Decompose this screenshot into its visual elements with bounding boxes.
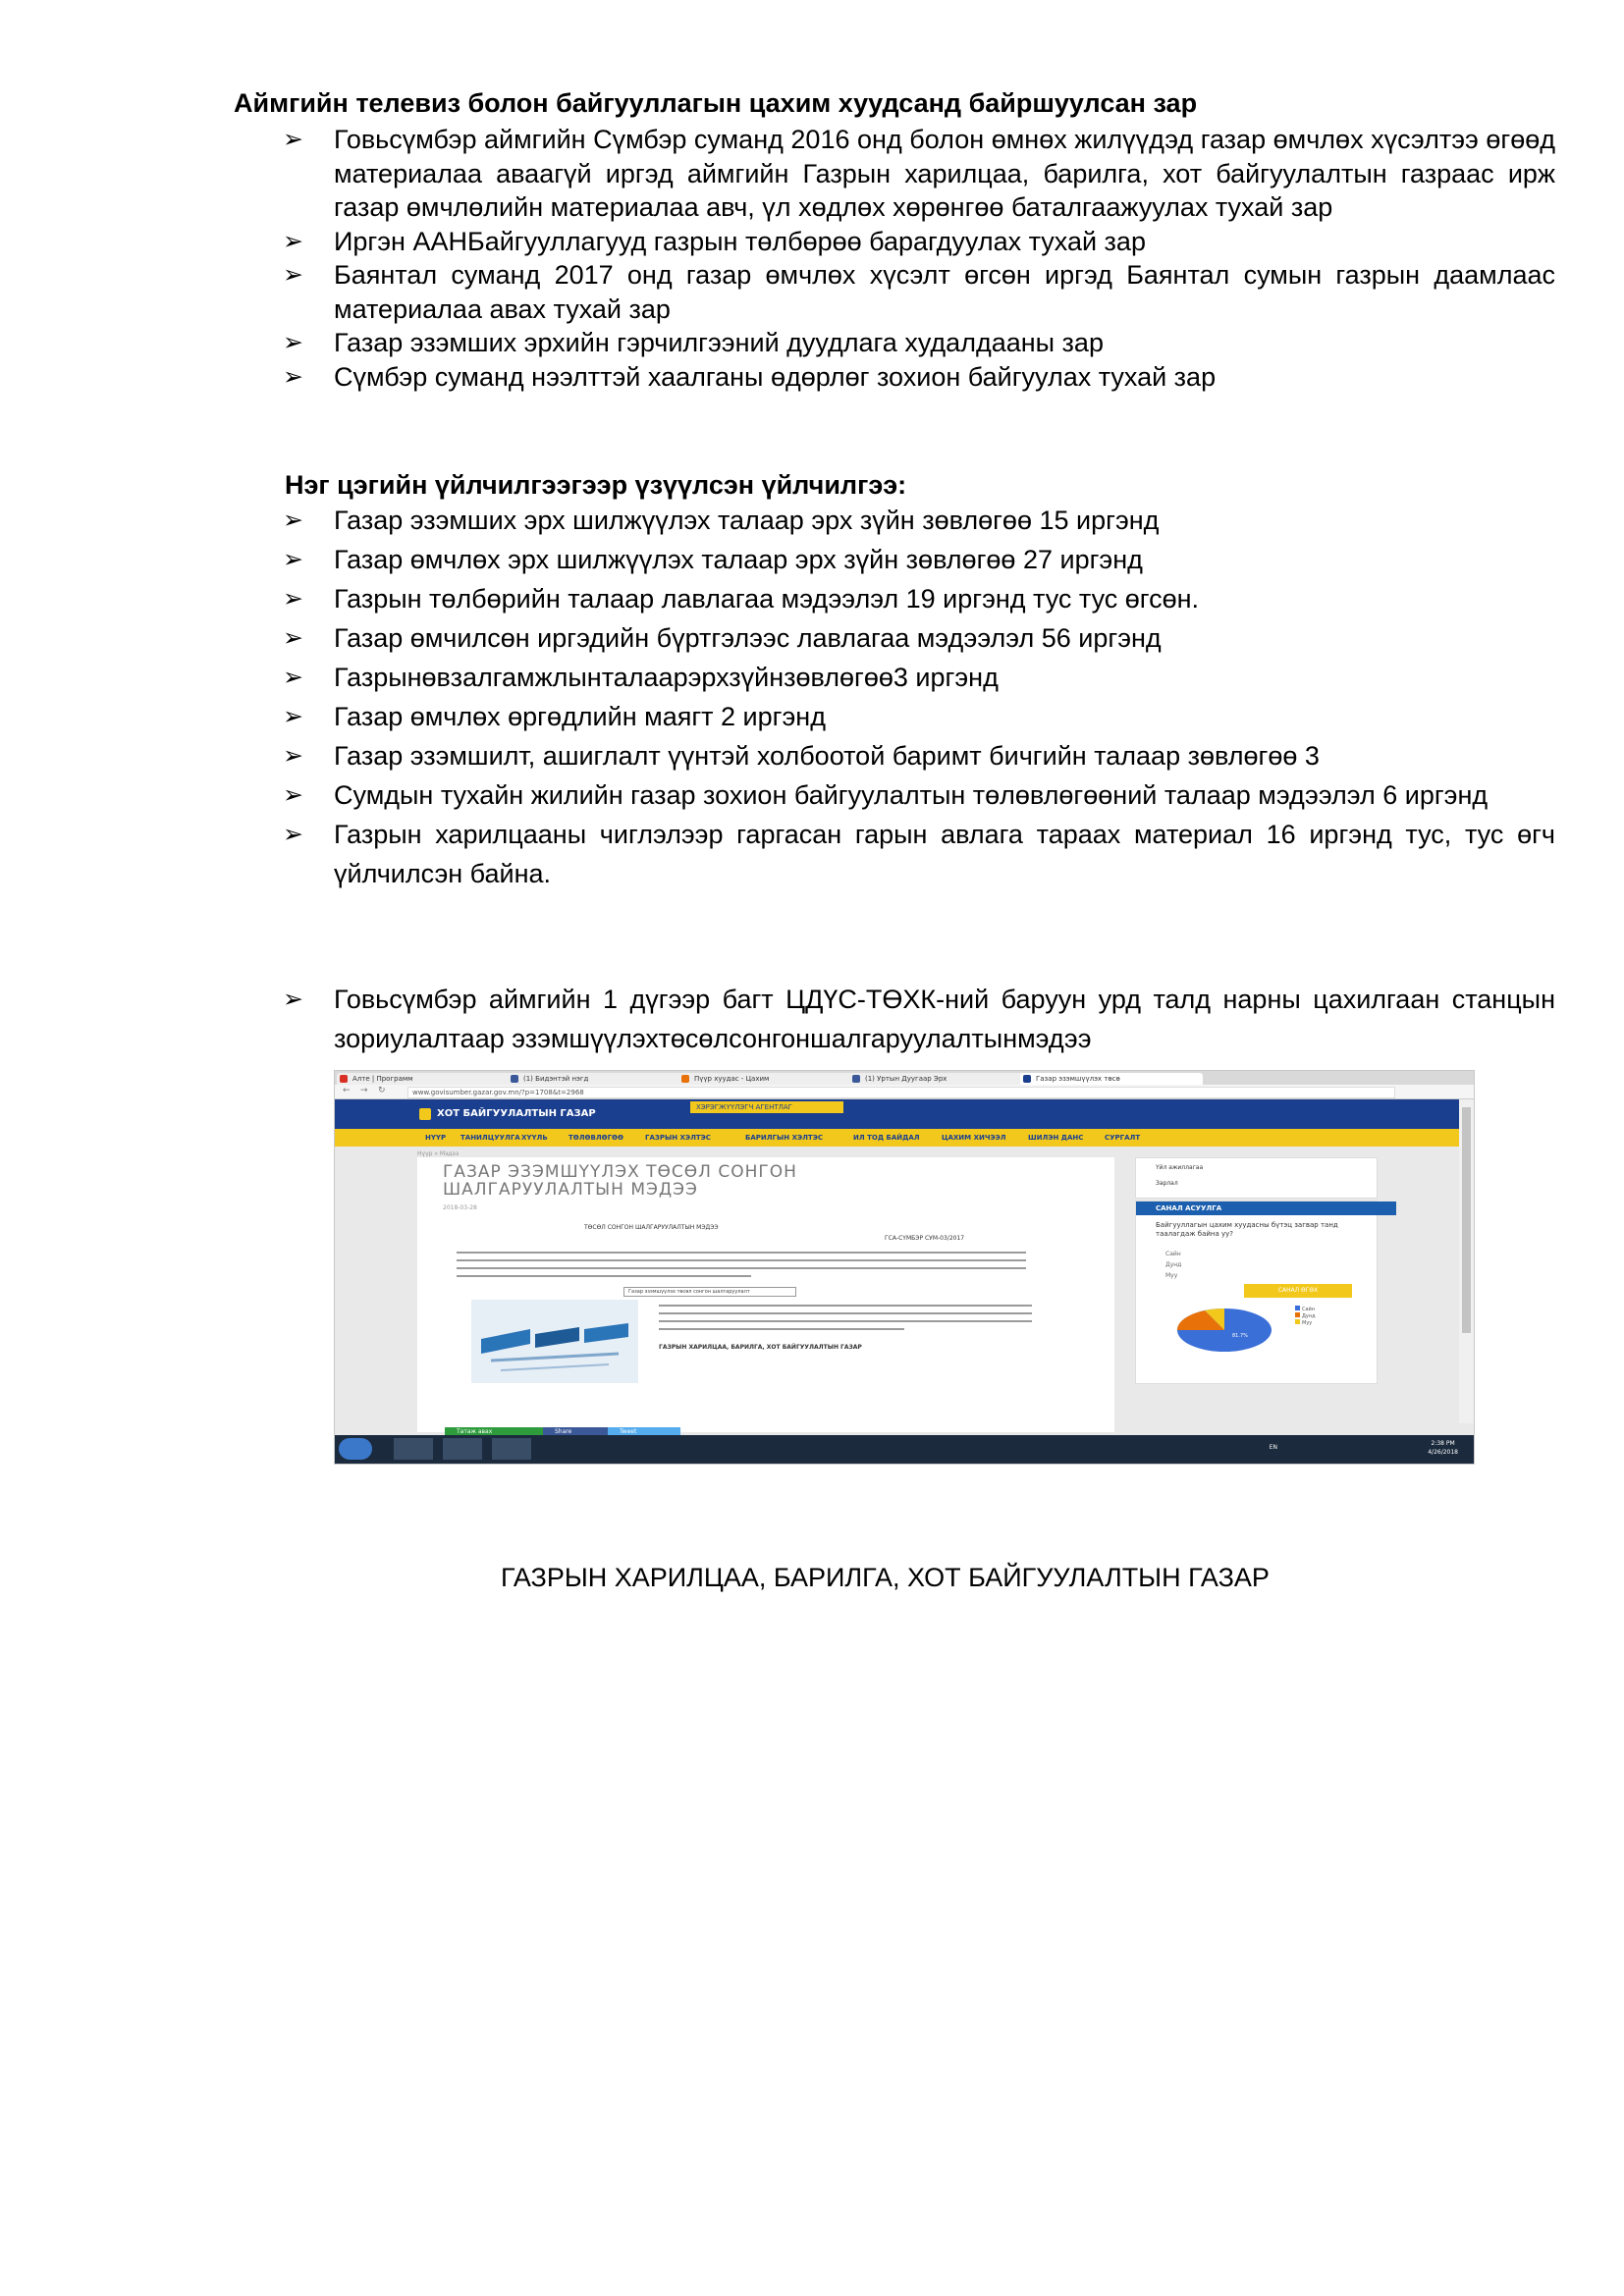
list-item: ➢ Говьсүмбэр аймгийн 1 дүгээр багт ЦДҮС-ТӨХК-ний баруун урд талд нарны цахилгаан станцын зориулалтаар эзэмшүүлэхтөсөлсонгоншалгаруулалтынмэдээ — [283, 980, 1555, 1058]
arrow-bullet-icon: ➢ — [283, 507, 303, 534]
section2-list — [283, 501, 1555, 893]
arrow-bullet-icon: ➢ — [283, 227, 303, 255]
poll-title: САНАЛ АСУУЛГА — [1136, 1201, 1396, 1215]
menu-item: СУРГАЛТ — [1105, 1134, 1141, 1142]
back-icon: ← — [343, 1086, 351, 1095]
list-item: ➢ Сумдын тухайн жилийн газар зохион байгуулалтын төлөвлөгөөний талаар мэдээлэл 6 иргэнд — [283, 775, 1555, 815]
doc-number: ГСА-СҮМБЭР СУМ-03/2017 — [885, 1235, 965, 1242]
arrow-bullet-icon: ➢ — [283, 362, 303, 391]
browser-tab: (1) Бидэнтэй нэгд — [508, 1073, 690, 1085]
poll-option: Сайн — [1165, 1251, 1181, 1257]
menu-item: БАРИЛГЫН ХЭЛТЭС — [745, 1134, 823, 1142]
youtube-icon — [340, 1075, 348, 1083]
windows-taskbar — [335, 1435, 1474, 1464]
scrollbar — [1459, 1099, 1474, 1423]
article-footer: ГАЗРЫН ХАРИЛЦАА, БАРИЛГА, ХОТ БАЙГУУЛАЛТЫН ГАЗАР — [659, 1344, 862, 1351]
facebook-icon — [511, 1075, 518, 1083]
list-item: ➢ Говьсүмбэр аймгийн Сүмбэр суманд 2016 онд болон өмнөх жилүүдэд газар өмчлөх хүсэлтээ өгөөд материалаа аваагүй иргэд аймгийн Газрын харилцаа, барилга, хот байгуулалтын газраас ирж газар өмчлөлийн материалаа авч, үл хөдлөх хөрөнгөө баталгаажуулах тухай зар — [283, 125, 1555, 222]
text-line — [457, 1252, 1026, 1254]
website-screenshot — [334, 1070, 1475, 1465]
text-line — [457, 1259, 1026, 1261]
menu-item: ИЛ ТОД БАЙДАЛ — [853, 1134, 920, 1142]
list-item: ➢ Иргэн ААНБайгууллагууд газрын төлбөрөө барагдуулах тухай зар — [283, 225, 1555, 259]
list-item: ➢ Газар өмчлөх өргөдлийн маягт 2 иргэнд — [283, 697, 1555, 736]
solar-illustration-icon — [471, 1300, 638, 1383]
arrow-bullet-icon: ➢ — [283, 624, 303, 652]
arrow-bullet-icon: ➢ — [283, 821, 303, 848]
arrow-bullet-icon: ➢ — [283, 126, 303, 153]
taskbar-clock: 2:38 PM 4/26/2018 — [1428, 1440, 1458, 1456]
menu-item: ЦАХИМ ХИЧЭЭЛ — [942, 1134, 1006, 1142]
menu-item: ХҮҮЛЬ — [521, 1134, 548, 1142]
section1-list — [283, 123, 1555, 394]
sidebar-link: Зарлал — [1156, 1180, 1178, 1187]
organization-signature: ГАЗРЫН ХАРИЛЦАА, БАРИЛГА, ХОТ БАЙГУУЛАЛТЫН ГАЗАР — [501, 1563, 1270, 1592]
sidebar-link: Үйл ажиллагаа — [1156, 1164, 1204, 1171]
section1-heading: Аймгийн телевиз болон байгууллагын цахим хуудсанд байршуулсан зар — [234, 88, 1198, 118]
poll-pie-chart — [1175, 1306, 1273, 1355]
forward-icon: → — [360, 1086, 368, 1095]
vote-button: САНАЛ ӨГӨХ — [1244, 1284, 1352, 1298]
site-icon — [681, 1075, 689, 1083]
arrow-bullet-icon: ➢ — [283, 742, 303, 770]
app-icon — [492, 1438, 531, 1460]
section2-heading: Нэг цэгийн үйлчилгээгээр үзүүлсэн үйлчилгээ: — [285, 470, 907, 500]
facebook-share-button: Share — [543, 1427, 614, 1436]
text-line — [659, 1305, 1032, 1307]
browser-tab-bar — [335, 1071, 1474, 1085]
list-item: ➢ Баянтал суманд 2017 онд газар өмчлөх хүсэлт өгсөн иргэд Баянтал сумын газрын даамлаас материалаа авах тухай зар — [283, 260, 1555, 324]
reload-icon: ↻ — [378, 1086, 386, 1095]
site-menu — [335, 1129, 1459, 1147]
arrow-bullet-icon: ➢ — [283, 781, 303, 809]
poll-option: Муу — [1165, 1272, 1178, 1279]
poll-legend-item: Муу — [1295, 1319, 1312, 1326]
arrow-bullet-icon: ➢ — [283, 585, 303, 613]
arrow-bullet-icon: ➢ — [283, 329, 303, 356]
list-item: ➢ Газар эзэмшилт, ашиглалт үүнтэй холбоотой баримт бичгийн талаар зөвлөгөө 3 — [283, 736, 1555, 775]
site-name: ХОТ БАЙГУУЛАЛТЫН ГАЗАР — [437, 1108, 596, 1119]
article-card — [417, 1157, 1114, 1432]
menu-item: ШИЛЭН ДАНС — [1028, 1134, 1084, 1142]
poll-question: Байгууллагын цахим хуудасны бүтэц загвар танд таалагдаж байна уу? — [1156, 1221, 1338, 1238]
breadcrumb: Нүүр » Мэдээ — [417, 1150, 460, 1157]
arrow-bullet-icon: ➢ — [283, 546, 303, 573]
list-item: ➢ Газрын харилцааны чиглэлээр гаргасан гарын авлага тараах материал 16 иргэнд тус, тус өгч үйлчилсэн байна. — [283, 815, 1555, 893]
menu-item: ТАНИЛЦУУЛГА — [460, 1134, 520, 1142]
list-item: ➢ Газар эзэмших эрх шилжүүлэх талаар эрх зүйн зөвлөгөө 15 иргэнд — [283, 501, 1555, 540]
browser-tab: (1) Уртын Дуугаар Эрх — [849, 1073, 1032, 1085]
text-line — [659, 1312, 1032, 1314]
site-header — [335, 1099, 1459, 1129]
sidebar-links — [1135, 1157, 1378, 1199]
menu-item: ТӨЛӨВЛӨГӨӨ — [568, 1134, 623, 1142]
list-item: ➢ Газрынөвзалгамжлынталаарэрхзүйнзөвлөгөө3 иргэнд — [283, 658, 1555, 697]
start-button-icon — [339, 1438, 372, 1460]
arrow-bullet-icon: ➢ — [283, 703, 303, 730]
article-title: ГАЗАР ЭЗЭМШҮҮЛЭХ ТӨСӨЛ СОНГОН ШАЛГАРУУЛАЛТЫН МЭДЭЭ — [443, 1162, 797, 1200]
arrow-bullet-icon: ➢ — [283, 986, 303, 1013]
arrow-bullet-icon: ➢ — [283, 664, 303, 691]
section3-list — [283, 980, 1555, 1058]
menu-item: ГАЗРЫН ХЭЛТЭС — [645, 1134, 711, 1142]
tweet-button: Tweet — [608, 1427, 680, 1436]
arrow-bullet-icon: ➢ — [283, 261, 303, 289]
browser-tab-active: Газар эзэмшүүлэх төсө — [1020, 1073, 1203, 1085]
download-button: Татаж авах — [445, 1427, 549, 1436]
list-item: ➢ Сүмбэр суманд нээлттэй хаалганы өдөрлөг зохион байгуулах тухай зар — [283, 360, 1555, 395]
poll-legend-item: Сайн — [1295, 1306, 1315, 1312]
browser-tab: Aлтe | Программ — [337, 1073, 519, 1085]
list-item: ➢ Газар өмчилсөн иргэдийн бүртгэлээс лавлагаа мэдээлэл 56 иргэнд — [283, 618, 1555, 658]
text-line — [659, 1328, 904, 1330]
list-item: ➢ Газрын төлбөрийн талаар лавлагаа мэдээлэл 19 иргэнд тус тус өгсөн. — [283, 579, 1555, 618]
browser-tab: Пүүр хуудас - Цахим — [678, 1073, 861, 1085]
poll-widget — [1135, 1201, 1378, 1384]
poll-legend-item: Дунд — [1295, 1312, 1316, 1319]
attachment-link: Газар эзэмшүүлэх төсөл сонгон шалгаруулалт — [623, 1287, 796, 1297]
site-tag: ХЭРЭГЖҮҮЛЭГЧ АГЕНТЛАГ — [690, 1101, 843, 1113]
list-item: ➢ Газар өмчлөх эрх шилжүүлэх талаар эрх зүйн зөвлөгөө 27 иргэнд — [283, 540, 1555, 579]
url-field: www.govisumber.gazar.gov.mn/?p=1708&t=2968 — [407, 1087, 1395, 1098]
site-icon — [1023, 1075, 1031, 1083]
poll-option: Дунд — [1165, 1261, 1182, 1268]
chrome-icon — [394, 1438, 433, 1460]
site-logo-icon — [419, 1108, 431, 1120]
text-line — [457, 1275, 751, 1277]
scrollbar-thumb — [1462, 1107, 1471, 1333]
doc-heading: ТӨСӨЛ СОНГОН ШАЛГАРУУЛАЛТЫН МЭДЭЭ — [584, 1224, 719, 1231]
article-date: 2018-03-28 — [443, 1204, 477, 1211]
text-line — [457, 1267, 1026, 1269]
menu-item: НҮҮР — [425, 1134, 447, 1142]
address-bar — [335, 1085, 1474, 1099]
language-indicator: EN — [1269, 1444, 1277, 1451]
list-item: ➢ Газар эзэмших эрхийн гэрчилгээний дуудлага худалдааны зар — [283, 326, 1555, 360]
article-image — [471, 1300, 638, 1383]
facebook-icon — [852, 1075, 860, 1083]
text-line — [659, 1320, 1032, 1322]
folder-icon — [443, 1438, 482, 1460]
poll-percent: 81.7% — [1232, 1333, 1248, 1339]
